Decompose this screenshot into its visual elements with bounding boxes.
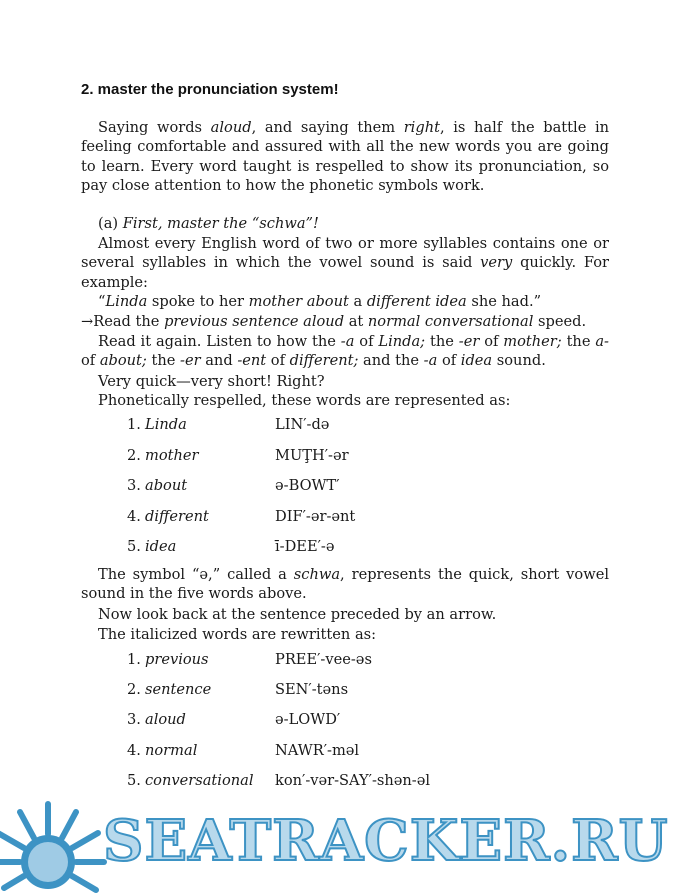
list-item: 3. aloud ə-LOWD′ [127,711,341,728]
very-quick-line: Very quick—very short! Right? [98,373,325,390]
list-item: 2. sentence SEN′-təns [127,681,349,698]
rewritten-line: The italicized words are rewritten as: [98,626,377,643]
list-item: 2. mother MUŢH′-ər [127,447,349,464]
phonetic-intro: Phonetically respelled, these words are represented as: [98,392,511,409]
symbol-paragraph: The symbol “ə,” called a schwa, represents the quick, short vowel sound in the five words above. [81,566,609,603]
list-item: 4. normal NAWR′-məl [127,742,360,759]
listen-paragraph: Read it again. Listen to how the -a of Linda; the -er of mother; the a- of about; the -er and -ent of different; and the -a of idea sound. [81,333,609,370]
list-item: 5. idea ī-DEE′-ə [127,538,335,555]
list-item: 1. previous PREE′-vee-əs [127,651,372,668]
list-item: 3. about ə-BOWT′ [127,477,340,494]
look-back-line: Now look back at the sentence preceded by an arrow. [98,606,497,623]
list-item: 1. Linda LIN′-də [127,416,330,433]
read-aloud-instruction: →Read the previous sentence aloud at normal conversational speed. [81,313,587,330]
intro-paragraph: Saying words aloud, and saying them right, is half the battle in feeling comfortable and assured with all the new words you are going to learn. Every word taught is respelled to show its pronunciation, so pay close attention to how the phonetic symbols work. [81,119,610,194]
list-item: 4. different DIF′-ər-ənt [127,508,356,525]
example-sentence: “Linda spoke to her mother about a different idea she had.” [98,293,542,310]
list-item: 5. conversational kon′-vər-SAY′-shən-əl [127,772,431,789]
arrow-icon: → [81,313,94,330]
section-heading: 2. master the pronunciation system! [81,81,339,98]
almost-paragraph: Almost every English word of two or more syllables contains one or several syllables in which the vowel sound is said very quickly. For example: [81,235,610,291]
watermark-logo: SEATRACKER.RU [103,808,669,874]
schwa-subheading: (a) First, master the “schwa”! [98,215,319,232]
